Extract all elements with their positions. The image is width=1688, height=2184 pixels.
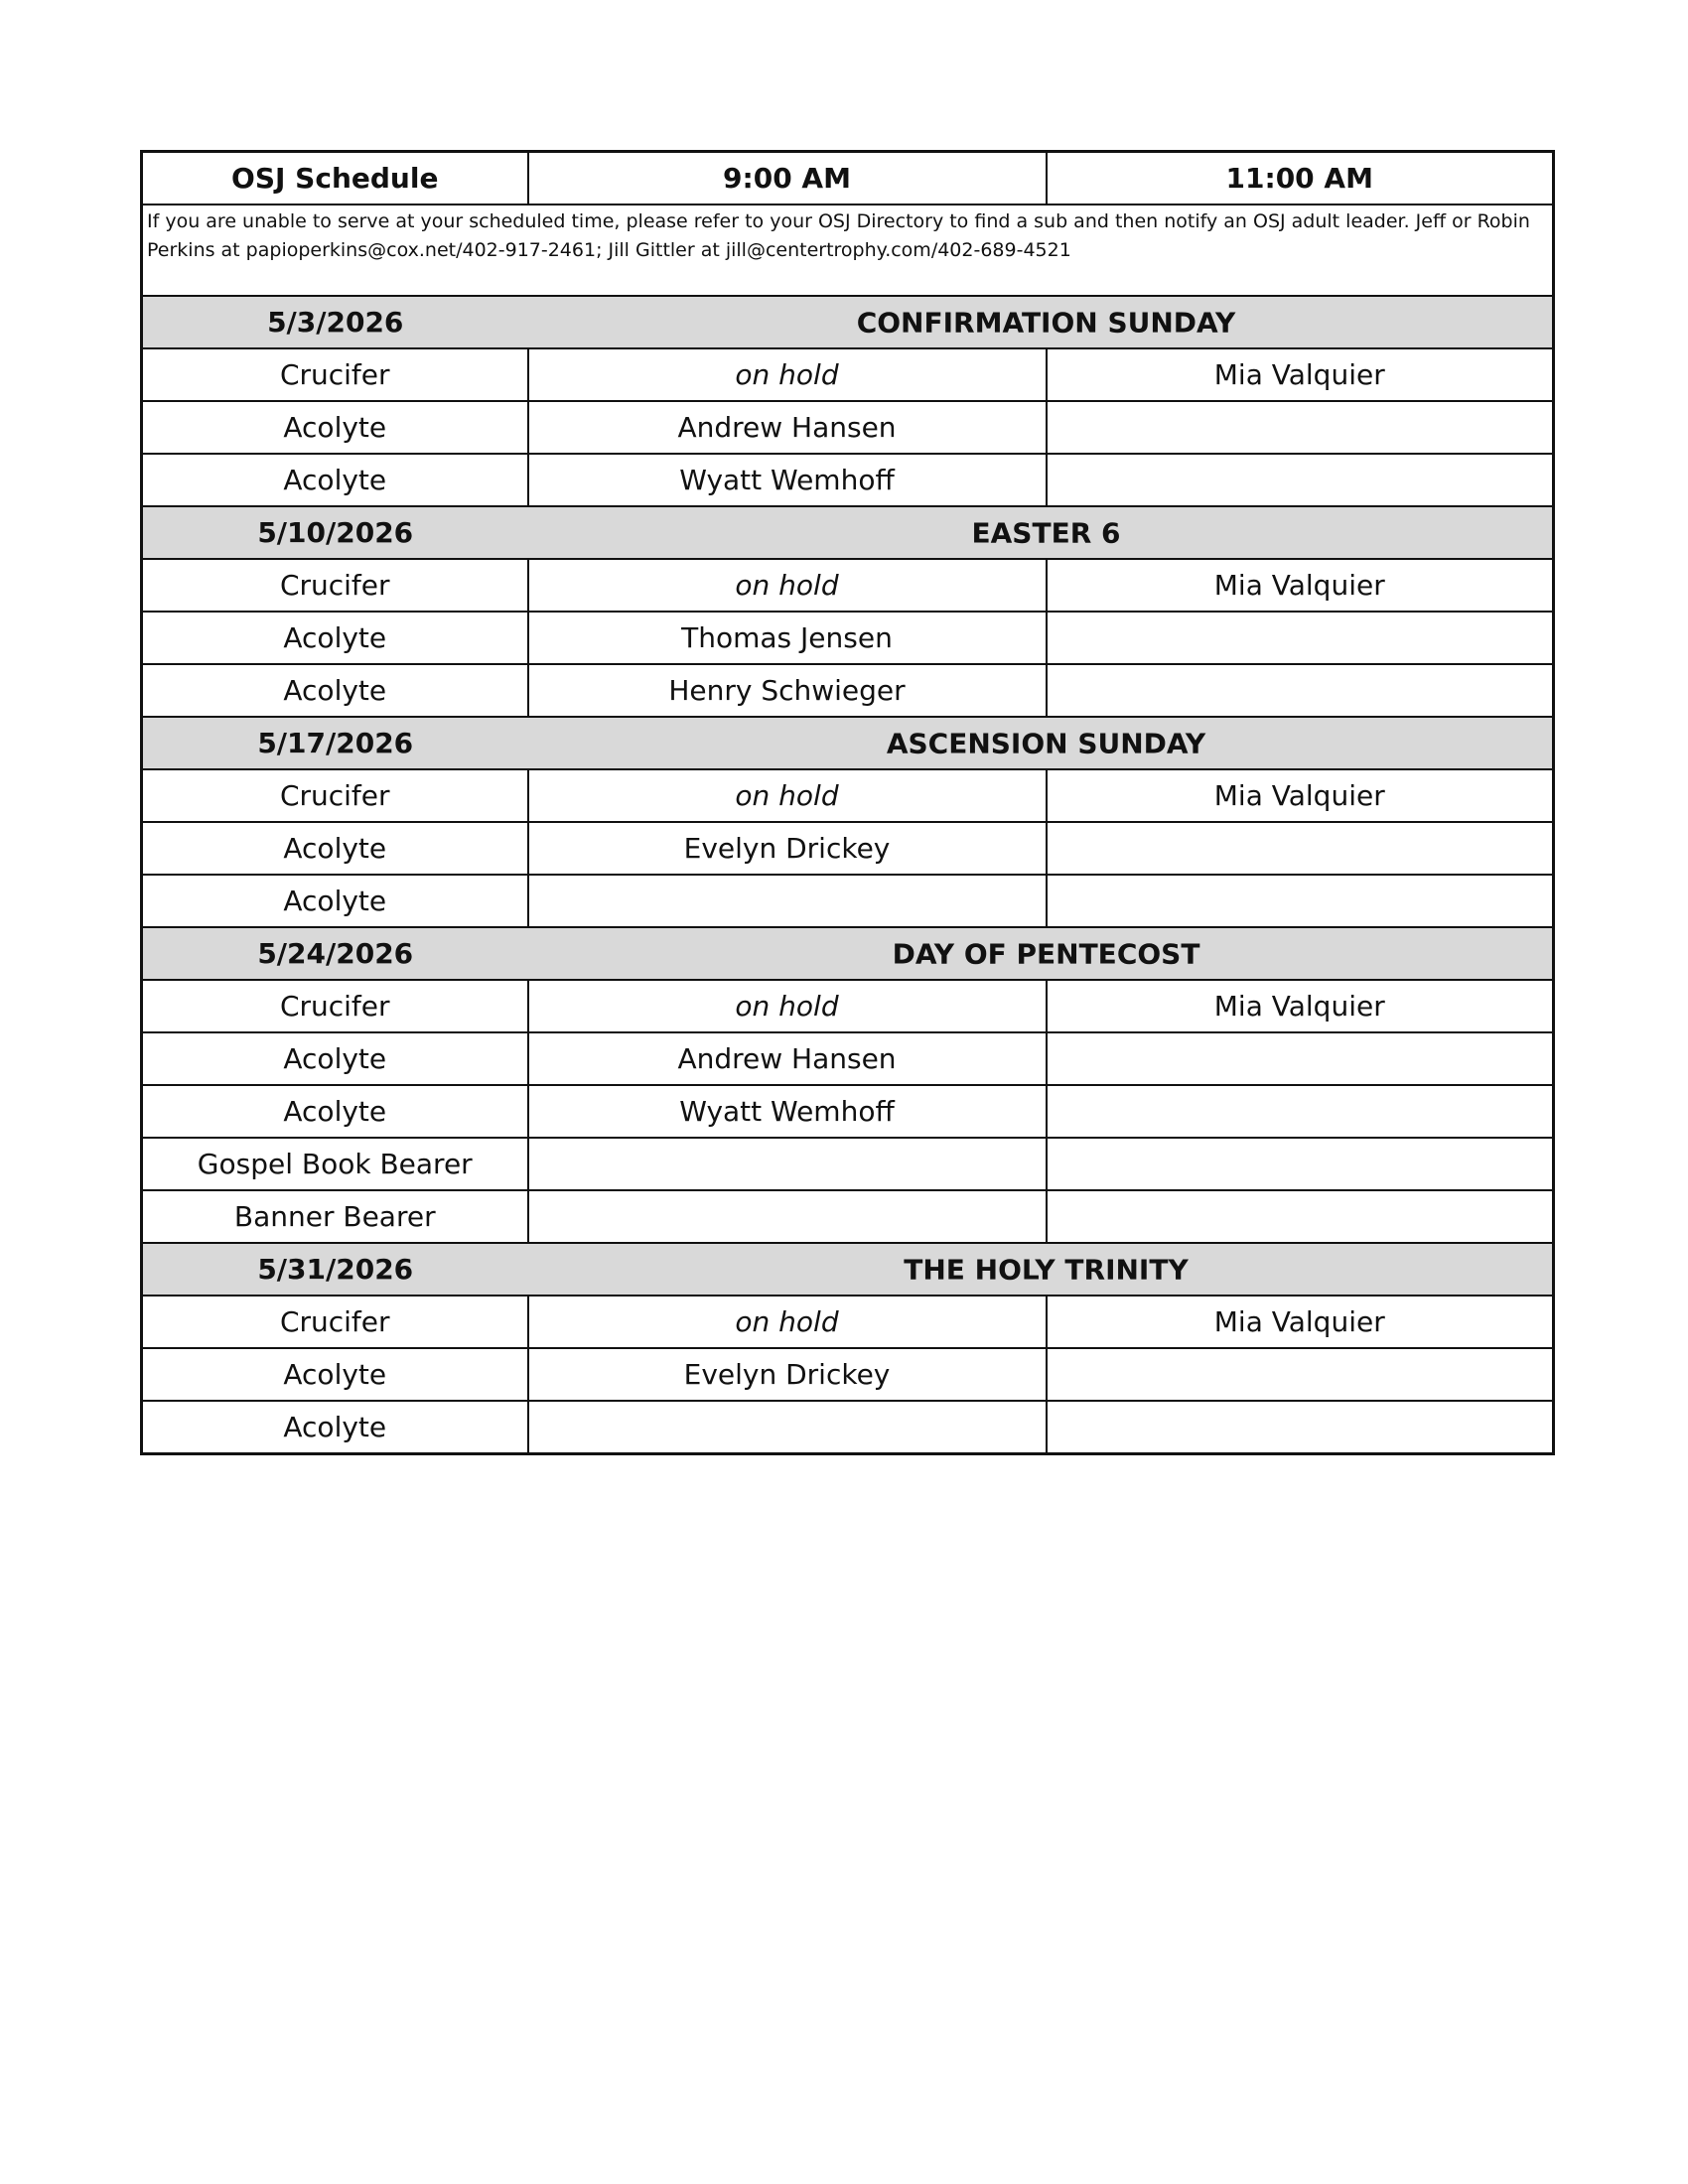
section-date: 5/3/2026 — [142, 296, 528, 348]
section-title: THE HOLY TRINITY — [904, 1253, 1189, 1286]
role-cell: Acolyte — [142, 664, 528, 717]
assignee-9am-cell: Andrew Hansen — [528, 1032, 1047, 1085]
section-date: 5/17/2026 — [142, 717, 528, 769]
schedule-title: OSJ Schedule — [142, 152, 528, 205]
section-title-cell — [528, 1243, 1554, 1296]
role-cell: Acolyte — [142, 612, 528, 664]
assignee-11am-cell — [1047, 1085, 1554, 1138]
section-title-cell — [528, 927, 1554, 980]
assignment-row — [142, 401, 1554, 454]
header-row — [142, 152, 1554, 205]
assignee-9am-cell — [528, 1138, 1047, 1190]
section-title: CONFIRMATION SUNDAY — [856, 306, 1236, 339]
section-title-cell — [528, 717, 1554, 769]
assignee-11am-cell — [1047, 1401, 1554, 1454]
assignee-11am-cell — [1047, 1190, 1554, 1243]
assignee-11am-cell: Mia Valquier — [1047, 980, 1554, 1032]
section-title-wrap — [528, 1244, 1553, 1295]
assignment-row — [142, 1296, 1554, 1348]
assignment-row — [142, 822, 1554, 875]
section-header-row — [142, 506, 1554, 559]
assignee-11am-cell — [1047, 1032, 1554, 1085]
role-cell: Crucifer — [142, 980, 528, 1032]
assignee-9am-cell: Wyatt Wemhoff — [528, 1085, 1047, 1138]
section-header-row — [142, 927, 1554, 980]
column-header-11am: 11:00 AM — [1047, 152, 1554, 205]
assignee-9am-cell: Evelyn Drickey — [528, 822, 1047, 875]
role-cell: Gospel Book Bearer — [142, 1138, 528, 1190]
section-header-row — [142, 296, 1554, 348]
substitution-note: If you are unable to serve at your scheduled time, please refer to your OSJ Directory to find a sub and then notify an OSJ adult leader. Jeff or Robin Perkins at papioperkins@cox.net/402-917-2461; Jill Gittler at jill@centertrophy.com/402-689-4521 — [142, 205, 1554, 296]
role-cell: Acolyte — [142, 1348, 528, 1401]
role-cell: Acolyte — [142, 1085, 528, 1138]
section-date: 5/10/2026 — [142, 506, 528, 559]
assignment-row — [142, 1190, 1554, 1243]
assignee-9am-cell: on hold — [528, 1296, 1047, 1348]
assignment-row — [142, 454, 1554, 506]
section-title-wrap — [528, 928, 1553, 979]
assignee-9am-cell: on hold — [528, 769, 1047, 822]
section-date: 5/31/2026 — [142, 1243, 528, 1296]
assignment-row — [142, 875, 1554, 927]
role-cell: Acolyte — [142, 1401, 528, 1454]
role-cell: Crucifer — [142, 559, 528, 612]
section-title-wrap — [528, 718, 1553, 768]
assignee-11am-cell — [1047, 1348, 1554, 1401]
assignee-11am-cell — [1047, 401, 1554, 454]
section-title: ASCENSION SUNDAY — [886, 727, 1206, 759]
schedule-body — [142, 152, 1554, 1454]
section-title-cell — [528, 506, 1554, 559]
assignment-row — [142, 1032, 1554, 1085]
assignee-9am-cell — [528, 1190, 1047, 1243]
role-cell: Acolyte — [142, 822, 528, 875]
role-cell: Crucifer — [142, 348, 528, 401]
assignment-row — [142, 559, 1554, 612]
section-title-cell — [528, 296, 1554, 348]
assignee-9am-cell: on hold — [528, 559, 1047, 612]
section-title: DAY OF PENTECOST — [892, 937, 1200, 970]
section-title-wrap — [528, 507, 1553, 558]
assignee-11am-cell: Mia Valquier — [1047, 348, 1554, 401]
assignment-row — [142, 348, 1554, 401]
assignee-11am-cell — [1047, 664, 1554, 717]
assignee-9am-cell: Henry Schwieger — [528, 664, 1047, 717]
schedule-table — [140, 150, 1555, 1455]
assignee-9am-cell: Wyatt Wemhoff — [528, 454, 1047, 506]
assignee-11am-cell: Mia Valquier — [1047, 1296, 1554, 1348]
section-header-row — [142, 717, 1554, 769]
role-cell: Acolyte — [142, 454, 528, 506]
assignment-row — [142, 1138, 1554, 1190]
assignee-9am-cell: Andrew Hansen — [528, 401, 1047, 454]
assignee-11am-cell — [1047, 612, 1554, 664]
section-date: 5/24/2026 — [142, 927, 528, 980]
role-cell: Acolyte — [142, 1032, 528, 1085]
assignment-row — [142, 769, 1554, 822]
note-row — [142, 205, 1554, 296]
assignee-9am-cell: on hold — [528, 980, 1047, 1032]
section-title-wrap — [528, 297, 1553, 347]
assignment-row — [142, 664, 1554, 717]
assignee-9am-cell — [528, 1401, 1047, 1454]
role-cell: Banner Bearer — [142, 1190, 528, 1243]
assignment-row — [142, 1085, 1554, 1138]
assignee-11am-cell — [1047, 1138, 1554, 1190]
role-cell: Acolyte — [142, 875, 528, 927]
assignment-row — [142, 612, 1554, 664]
section-header-row — [142, 1243, 1554, 1296]
role-cell: Crucifer — [142, 1296, 528, 1348]
section-title: EASTER 6 — [971, 516, 1121, 549]
role-cell: Acolyte — [142, 401, 528, 454]
assignment-row — [142, 980, 1554, 1032]
column-header-9am: 9:00 AM — [528, 152, 1047, 205]
assignee-9am-cell: Thomas Jensen — [528, 612, 1047, 664]
assignee-11am-cell: Mia Valquier — [1047, 769, 1554, 822]
assignee-11am-cell: Mia Valquier — [1047, 559, 1554, 612]
role-cell: Crucifer — [142, 769, 528, 822]
assignment-row — [142, 1348, 1554, 1401]
assignee-11am-cell — [1047, 822, 1554, 875]
assignment-row — [142, 1401, 1554, 1454]
assignee-11am-cell — [1047, 454, 1554, 506]
assignee-11am-cell — [1047, 875, 1554, 927]
assignee-9am-cell — [528, 875, 1047, 927]
assignee-9am-cell: on hold — [528, 348, 1047, 401]
assignee-9am-cell: Evelyn Drickey — [528, 1348, 1047, 1401]
